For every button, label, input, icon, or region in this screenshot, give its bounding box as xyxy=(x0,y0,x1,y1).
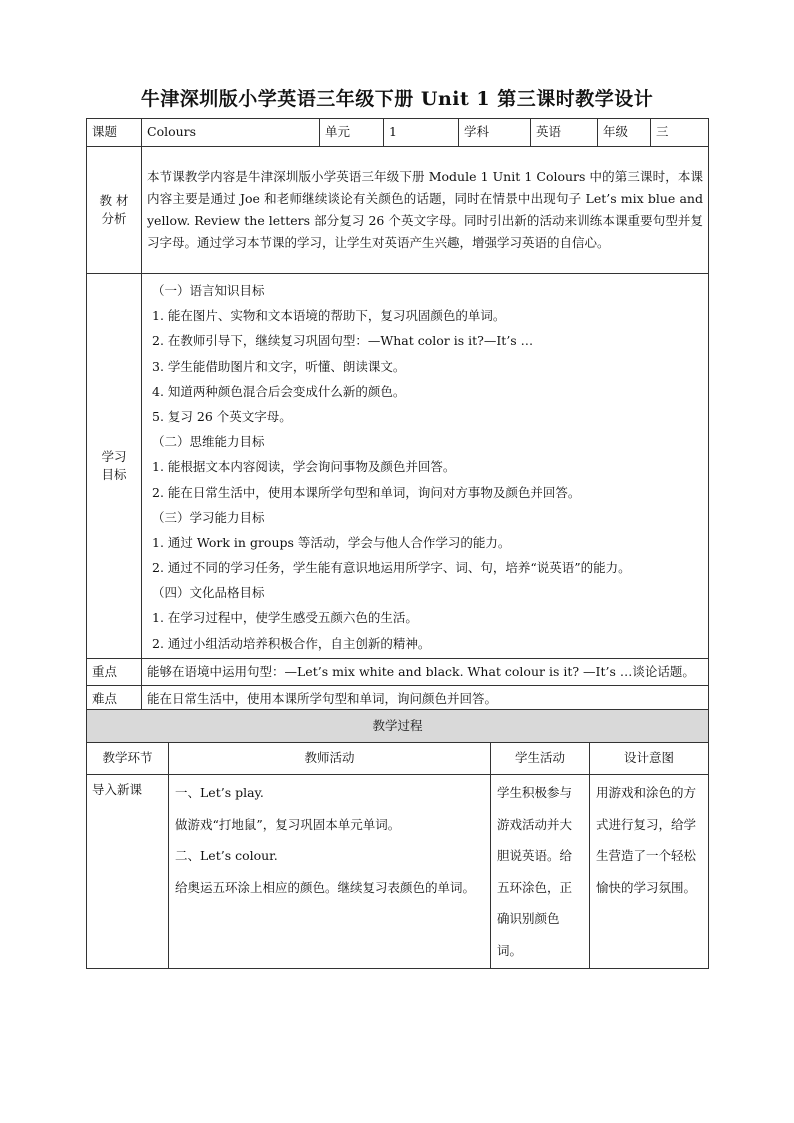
column-header-teacher: 教师活动 xyxy=(169,743,491,775)
unit-value: 1 xyxy=(384,119,459,147)
step-cell: 导入新课 xyxy=(87,775,169,969)
analysis-label xyxy=(87,147,142,274)
difficulty-label: 难点 xyxy=(87,685,142,712)
grade-label: 年级 xyxy=(598,119,651,147)
goals-row xyxy=(87,274,709,659)
column-header-step: 教学环节 xyxy=(87,743,169,775)
topic-label: 课题 xyxy=(87,119,142,147)
lesson-info-table xyxy=(86,118,709,713)
process-header: 教学过程 xyxy=(87,710,709,743)
goal-line: （三）学习能力目标 xyxy=(152,509,265,525)
teaching-process-table xyxy=(86,709,709,969)
column-header-student: 学生活动 xyxy=(491,743,590,775)
goal-line: 2. 能在日常生活中，使用本课所学句型和单词，询问对方事物及颜色并回答。 xyxy=(152,484,581,500)
key-point-text: 能够在语境中运用句型：—Let’s mix white and black. What colour is it? —It’s …谈论话题。 xyxy=(142,658,709,685)
goals-label xyxy=(87,274,142,659)
goal-line: 4. 知道两种颜色混合后会变成什么新的颜色。 xyxy=(152,383,406,399)
goal-line: （二）思维能力目标 xyxy=(152,434,265,450)
grade-value: 三 xyxy=(651,119,709,147)
student-activity-cell: 学生积极参与游戏活动并大胆说英语。给五环涂色，正确识别颜色词。 xyxy=(491,775,590,969)
unit-label: 单元 xyxy=(320,119,384,147)
teacher-activity-cell xyxy=(169,775,491,969)
key-point-row xyxy=(87,658,709,685)
goals-label-line2: 目标 xyxy=(101,466,127,482)
goal-line: （一）语言知识目标 xyxy=(152,283,265,298)
goals-list xyxy=(142,274,709,659)
process-column-row xyxy=(87,743,709,775)
teacher-line: 做游戏“打地鼠”，复习巩固本单元单词。 xyxy=(175,816,401,832)
goal-line: 2. 在教师引导下，继续复习巩固句型：—What color is it?—It’s … xyxy=(152,333,534,349)
subject-value: 英语 xyxy=(531,119,598,147)
subject-label: 学科 xyxy=(459,119,531,147)
process-row xyxy=(87,775,709,969)
analysis-label-line1: 教 材 xyxy=(99,192,129,208)
key-point-label: 重点 xyxy=(87,658,142,685)
page-title: 牛津深圳版小学英语三年级下册 Unit 1 第三课时教学设计 xyxy=(140,88,654,110)
goal-line: 2. 通过小组活动培养积极合作，自主创新的精神。 xyxy=(152,635,431,651)
goal-line: 5. 复习 26 个英文字母。 xyxy=(152,408,292,424)
info-row xyxy=(87,119,709,147)
difficulty-text: 能在日常生活中，使用本课所学句型和单词，询问颜色并回答。 xyxy=(142,685,709,712)
goal-line: 1. 通过 Work in groups 等活动，学会与他人合作学习的能力。 xyxy=(152,534,511,550)
process-header-row xyxy=(87,710,709,743)
teacher-line: 一、Let’s play. xyxy=(175,785,264,800)
goal-line: 2. 通过不同的学习任务，学生能有意识地运用所学字、词、句，培养“说英语”的能力。 xyxy=(152,560,631,576)
column-header-design: 设计意图 xyxy=(590,743,709,775)
teacher-line: 二、Let’s colour. xyxy=(175,848,278,863)
goals-label-line1: 学习 xyxy=(101,448,127,464)
analysis-label-line2: 分析 xyxy=(101,211,127,226)
goal-line: 1. 能根据文本内容阅读，学会询问事物及颜色并回答。 xyxy=(152,459,456,475)
goal-line: （四）文化品格目标 xyxy=(152,585,265,601)
goal-line: 1. 能在图片、实物和文本语境的帮助下，复习巩固颜色的单词。 xyxy=(152,308,506,324)
analysis-text: 本节课教学内容是牛津深圳版小学英语三年级下册 Module 1 Unit 1 Colours 中的第三课时，本课内容主要是通过 Joe 和老师继续谈论有关颜色的话题，同时在情景中出现句子 Let’s mix blue and yellow. Review the letters 部分复习 26 个英文字母。同时引出新的活动来训练本课重要句型并复习字母。通过学习本节课的学习，让学生对英语产生兴趣，增强学习英语的自信心。 xyxy=(142,147,709,274)
design-intent-cell: 用游戏和涂色的方式进行复习，给学生营造了一个轻松愉快的学习氛围。 xyxy=(590,775,709,969)
goal-line: 1. 在学习过程中，使学生感受五颜六色的生活。 xyxy=(152,610,418,626)
analysis-row xyxy=(87,147,709,274)
goal-line: 3. 学生能借助图片和文字，听懂、朗读课文。 xyxy=(152,358,406,374)
topic-value: Colours xyxy=(142,119,320,147)
teacher-line: 给奥运五环涂上相应的颜色。继续复习表颜色的单词。 xyxy=(175,879,476,895)
